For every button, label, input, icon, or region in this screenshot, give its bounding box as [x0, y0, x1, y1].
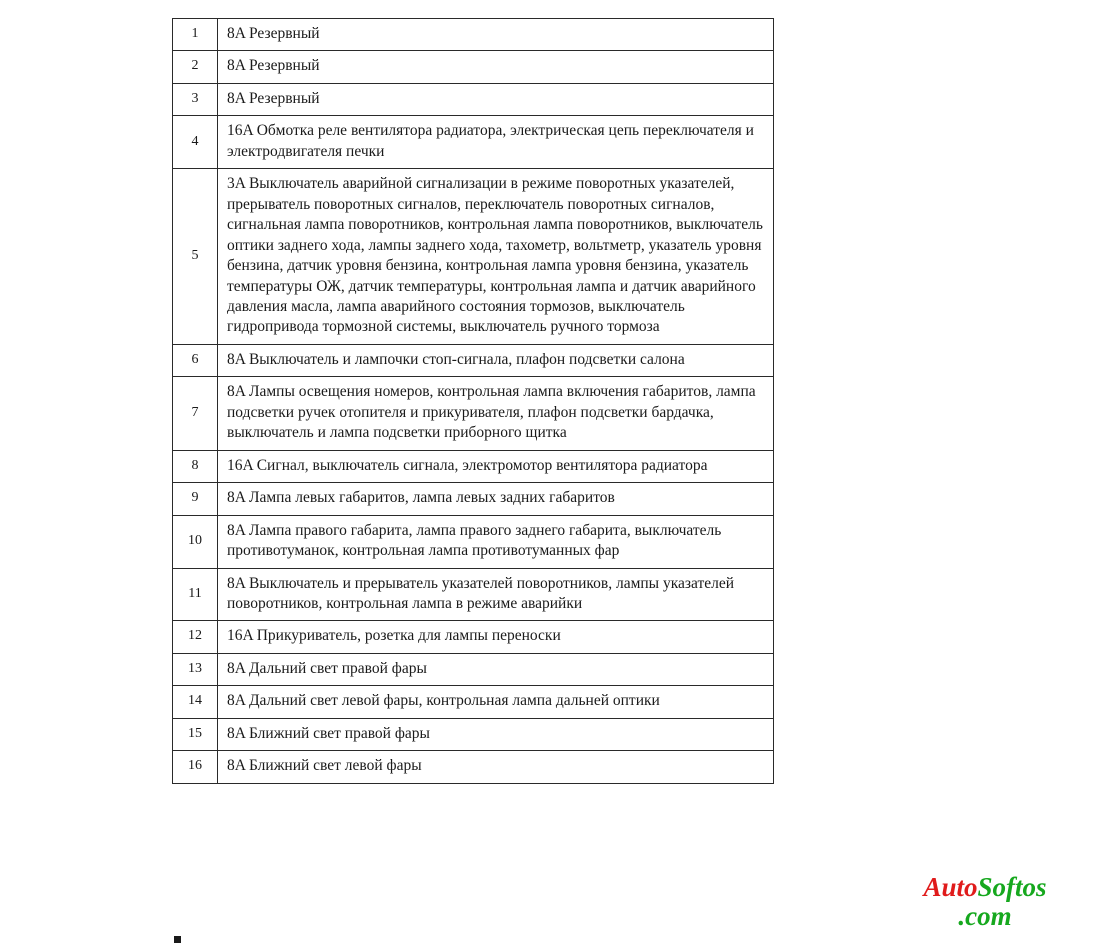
table-row [173, 344, 774, 376]
table-row [173, 751, 774, 783]
fuse-description: 3A Выключатель аварийной сигнализации в режиме поворотных указателей, прерыватель поворотных сигналов, переключатель поворотных сигналов, сигнальная лампа поворотников, контрольная лампа поворотников, выключатель оптики заднего хода, лампы заднего хода, тахометр, вольтметр, указатель уровня бензина, датчик уровня бензина, контрольная лампа уровня бензина, указатель температуры ОЖ, датчик температуры, контрольная лампа и датчик аварийного давления масла, лампа аварийного состояния тормозов, выключатель гидропривода тормозной системы, выключатель ручного тормоза [218, 169, 774, 345]
fuse-description: 8A Дальний свет левой фары, контрольная лампа дальней оптики [218, 686, 774, 718]
fuse-description: 16A Обмотка реле вентилятора радиатора, электрическая цепь переключателя и электродвигателя печки [218, 116, 774, 169]
fuse-number: 1 [173, 19, 218, 51]
fuse-description: 8A Лампа правого габарита, лампа правого заднего габарита, выключатель противотуманок, контрольная лампа противотуманных фар [218, 515, 774, 568]
fuse-number: 6 [173, 344, 218, 376]
table-body [173, 19, 774, 784]
table-row [173, 483, 774, 515]
table-row [173, 450, 774, 482]
fuse-description: 8A Лампа левых габаритов, лампа левых задних габаритов [218, 483, 774, 515]
fuse-number: 15 [173, 718, 218, 750]
fuse-description: 8A Лампы освещения номеров, контрольная лампа включения габаритов, лампа подсветки ручек отопителя и прикуривателя, плафон подсветки бардачка, выключатель и лампа подсветки приборного щитка [218, 377, 774, 450]
fuse-description: 16A Прикуриватель, розетка для лампы переноски [218, 621, 774, 653]
fuse-number: 9 [173, 483, 218, 515]
table-row [173, 718, 774, 750]
fuse-description: 8A Дальний свет правой фары [218, 653, 774, 685]
fuse-description: 8A Резервный [218, 51, 774, 83]
fuse-number: 14 [173, 686, 218, 718]
table-row [173, 169, 774, 345]
watermark [880, 874, 1090, 930]
fuse-number: 5 [173, 169, 218, 345]
fuse-number: 11 [173, 568, 218, 621]
fuse-description: 8A Выключатель и лампочки стоп-сигнала, плафон подсветки салона [218, 344, 774, 376]
watermark-line-1 [880, 874, 1090, 901]
table-row [173, 83, 774, 115]
table-row [173, 568, 774, 621]
watermark-part-softos: Softos [977, 872, 1047, 902]
table-row [173, 653, 774, 685]
fuse-assignment-table [172, 18, 774, 784]
table-row [173, 515, 774, 568]
table-row [173, 51, 774, 83]
fuse-number: 3 [173, 83, 218, 115]
fuse-description: 8A Резервный [218, 19, 774, 51]
fuse-number: 4 [173, 116, 218, 169]
table-row [173, 621, 774, 653]
fuse-description: 8A Резервный [218, 83, 774, 115]
fuse-description: 16A Сигнал, выключатель сигнала, электромотор вентилятора радиатора [218, 450, 774, 482]
fuse-number: 10 [173, 515, 218, 568]
table-row [173, 686, 774, 718]
table-row [173, 116, 774, 169]
watermark-part-auto: Auto [923, 872, 978, 902]
table-row [173, 19, 774, 51]
watermark-line-2: .com [958, 901, 1012, 931]
fuse-description: 8A Ближний свет левой фары [218, 751, 774, 783]
fuse-description: 8A Ближний свет правой фары [218, 718, 774, 750]
fuse-number: 13 [173, 653, 218, 685]
fuse-description: 8A Выключатель и прерыватель указателей поворотников, лампы указателей поворотников, контрольная лампа в режиме аварийки [218, 568, 774, 621]
fuse-number: 7 [173, 377, 218, 450]
fuse-number: 8 [173, 450, 218, 482]
fuse-number: 2 [173, 51, 218, 83]
fuse-number: 16 [173, 751, 218, 783]
fuse-number: 12 [173, 621, 218, 653]
page-corner-mark [174, 936, 181, 943]
table-row [173, 377, 774, 450]
